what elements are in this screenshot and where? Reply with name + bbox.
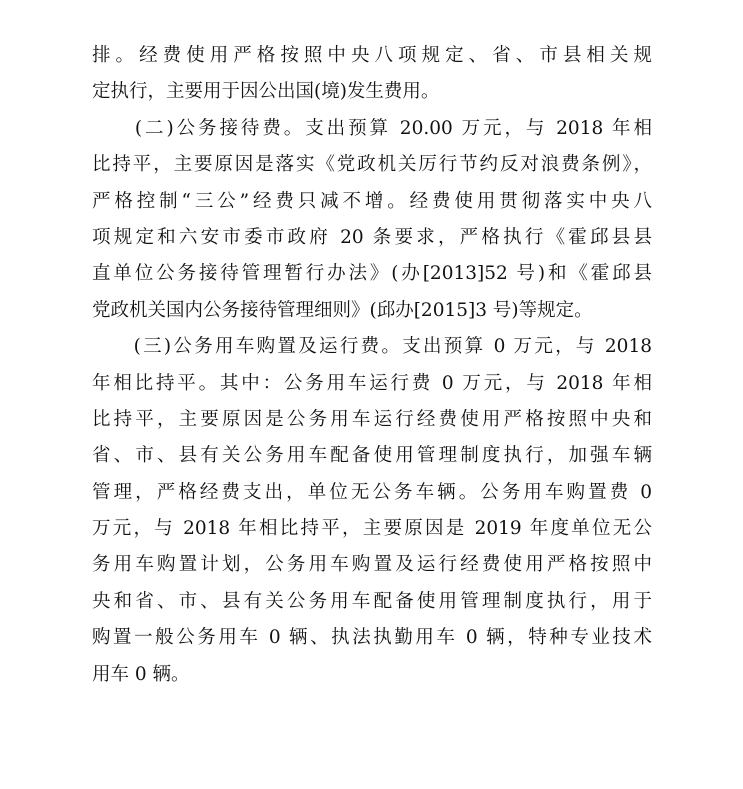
text-line: (三)公务用车购置及运行费。支出预算 0 万元，与 2018	[92, 336, 652, 358]
text-line: 严格控制“三公”经费只减不增。经费使用贯彻落实中央八	[92, 190, 652, 212]
paragraph-vehicle-expense	[92, 329, 652, 693]
text-line: 务用车购置计划，公务用车购置及运行经费使用严格按照中	[92, 554, 652, 576]
text-line: (二)公务接待费。支出预算 20.00 万元，与 2018 年相	[92, 117, 652, 139]
text-line: 年相比持平。其中：公务用车运行费 0 万元，与 2018 年相	[92, 372, 652, 394]
text-line: 用车 0 辆。	[92, 663, 190, 685]
text-line: 项规定和六安市委市政府 20 条要求，严格执行《霍邱县县	[92, 226, 652, 248]
text-line: 省、市、县有关公务用车配备使用管理制度执行，加强车辆	[92, 445, 652, 467]
text-line: 比持平，主要原因是落实《党政机关厉行节约反对浪费条例》，	[92, 154, 652, 176]
text-line: 比持平，主要原因是公务用车运行经费使用严格按照中央和	[92, 408, 652, 430]
text-line: 定执行，主要用于因公出国(境)发生费用。	[92, 81, 440, 103]
document-page	[92, 38, 652, 693]
text-line: 管理，严格经费支出，单位无公务车辆。公务用车购置费 0	[92, 481, 652, 503]
text-line: 万元，与 2018 年相比持平，主要原因是 2019 年度单位无公	[92, 518, 652, 540]
text-line: 排。经费使用严格按照中央八项规定、省、市县相关规	[92, 45, 652, 66]
text-line: 央和省、市、县有关公务用车配备使用管理制度执行，用于	[92, 590, 652, 612]
text-line: 党政机关国内公务接待管理细则》(邱办[2015]3 号)等规定。	[92, 299, 593, 321]
text-line: 购置一般公务用车 0 辆、执法执勤用车 0 辆，特种专业技术	[92, 627, 652, 649]
paragraph-overseas-travel	[92, 38, 652, 111]
text-line: 直单位公务接待管理暂行办法》(办[2013]52 号)和《霍邱县	[92, 263, 652, 285]
paragraph-reception-expense	[92, 111, 652, 329]
